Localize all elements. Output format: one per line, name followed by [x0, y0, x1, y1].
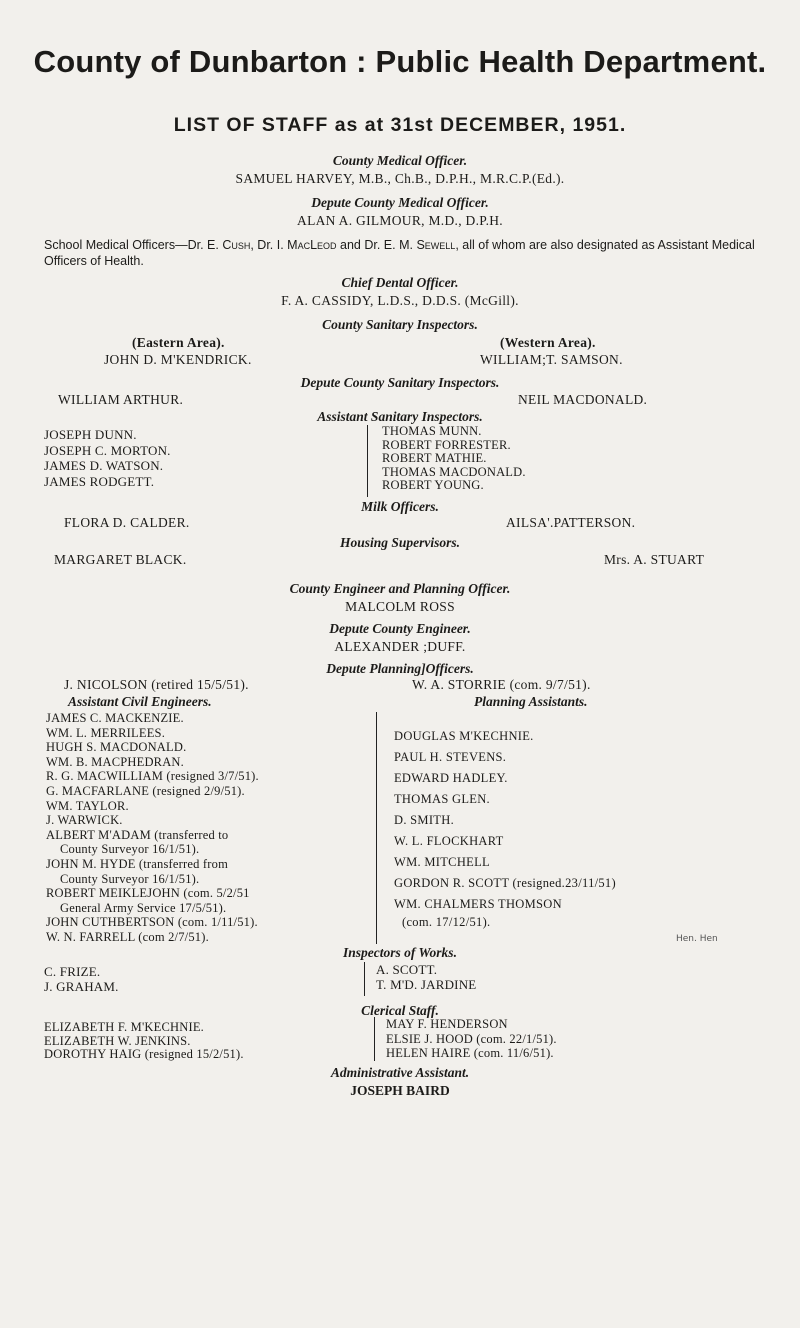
list-item: EDWARD HADLEY. — [394, 771, 508, 785]
list-item: ELSIE J. HOOD (com. 22/1/51). — [386, 1031, 557, 1046]
list-item: HUGH S. MACDONALD. — [46, 740, 187, 755]
list-item: WM. TAYLOR. — [46, 798, 129, 813]
housing-supervisor-left: MARGARET BLACK. — [54, 552, 187, 567]
school-sep-2: and Dr. E. M. — [340, 238, 413, 252]
school-officer-3: Sewell — [416, 238, 456, 252]
sanitary-heading-text: County Sanitary Inspectors. — [322, 317, 478, 332]
housing-supervisor-right: Mrs. A. STUART — [604, 552, 705, 567]
list-item: WM. L. MERRILEES. — [46, 725, 166, 740]
list-item: THOMAS GLEN. — [394, 792, 490, 806]
list-item: ROBERT MATHIE. — [382, 451, 487, 465]
list-item: DOUGLAS M'KECHNIE. — [394, 729, 534, 743]
planning-assistants-list — [394, 726, 616, 929]
dental-name: F. A. CASSIDY, L.D.S., D.D.S. (McGill). — [281, 293, 519, 308]
civil-engineers-heading: Assistant Civil Engineers. — [68, 694, 212, 709]
milk-heading-text: Milk Officers. — [361, 499, 439, 514]
deputy-cmo-section — [0, 194, 800, 230]
list-item: THOMAS MUNN. — [382, 424, 482, 438]
list-item: DOROTHY HAIG (resigned 15/2/51). — [44, 1047, 244, 1061]
list-item: J. WARWICK. — [46, 813, 123, 828]
deputy-sanitary-right: NEIL MACDONALD. — [518, 392, 648, 407]
list-item: JOSEPH C. MORTON. — [44, 442, 171, 458]
engineer-heading: County Engineer and Planning Officer. — [289, 581, 511, 596]
housing-heading — [0, 534, 800, 552]
planning-assistants-heading: Planning Assistants. — [474, 694, 588, 709]
housing-heading-text: Housing Supervisors. — [339, 535, 461, 550]
clerical-heading-text: Clerical Staff. — [361, 1003, 439, 1018]
deputy-sanitary-left: WILLIAM ARTHUR. — [58, 392, 184, 407]
dental-section — [0, 274, 800, 310]
list-item: JAMES C. MACKENZIE. — [46, 711, 184, 725]
deputy-planning-right: W. A. STORRIE (com. 9/7/51). — [412, 677, 591, 692]
clerical-left — [44, 1021, 244, 1062]
sanitary-heading — [0, 316, 800, 334]
clerical-right — [386, 1017, 557, 1061]
deputy-planning-heading-text: Depute Planning]Officers. — [326, 661, 474, 676]
list-item: General Army Service 17/5/51). — [60, 900, 227, 915]
list-item: ELIZABETH F. M'KECHNIE. — [44, 1020, 205, 1034]
eastern-inspector: JOHN D. M'KENDRICK. — [104, 352, 252, 367]
school-prefix: School Medical Officers—Dr. — [44, 238, 204, 252]
deputy-planning-left: J. NICOLSON (retired 15/5/51). — [64, 677, 249, 692]
list-item: ELIZABETH W. JENKINS. — [44, 1033, 191, 1048]
list-item: JOHN M. HYDE (transferred from — [46, 856, 228, 871]
list-title: LIST OF STAFF as at 31st DECEMBER, 1951. — [173, 114, 627, 136]
assistant-sanitary-left-list — [44, 427, 171, 489]
list-item: J. GRAHAM. — [44, 978, 119, 994]
admin-name: JOSEPH BAIRD — [350, 1083, 450, 1098]
list-item: PAUL H. STEVENS. — [394, 750, 507, 764]
list-item: GORDON R. SCOTT (resigned.23/11/51) — [394, 876, 616, 890]
school-suffix: , all of whom are also designated as Assistant Medical Officers of Health. — [44, 238, 755, 268]
cmo-section — [0, 152, 800, 188]
list-item: WM. MITCHELL — [394, 855, 490, 869]
list-item: A. SCOTT. — [376, 962, 438, 977]
cmo-heading: County Medical Officer. — [332, 153, 468, 168]
deputy-sanitary-heading — [0, 374, 800, 392]
handwritten-note: Hen. Hen — [676, 934, 718, 944]
admin-section — [0, 1064, 800, 1100]
inspectors-works-heading-text: Inspectors of Works. — [343, 945, 457, 960]
inspectors-works-right — [376, 963, 476, 992]
list-item: R. G. MACWILLIAM (resigned 3/7/51). — [46, 769, 259, 784]
assistant-sanitary-heading-text: Assistant Sanitary Inspectors. — [317, 409, 483, 424]
school-officer-2: MacLeod — [287, 238, 337, 252]
school-officer-1: E. Cush — [207, 238, 251, 252]
list-item: JAMES D. WATSON. — [44, 458, 164, 473]
eastern-area-label: (Eastern Area). — [132, 335, 225, 350]
deputy-cmo-name: ALAN A. GILMOUR, M.D., D.P.H. — [297, 213, 503, 228]
list-item: ROBERT YOUNG. — [382, 478, 484, 492]
list-item: MAY F. HENDERSON — [386, 1017, 508, 1031]
list-item: WM. B. MACPHEDRAN. — [46, 754, 184, 769]
column-divider — [376, 712, 377, 944]
list-item: ROBERT MEIKLEJOHN (com. 5/2/51 — [46, 886, 250, 901]
list-item: County Surveyor 16/1/51). — [60, 842, 200, 857]
deputy-cmo-heading: Depute County Medical Officer. — [311, 195, 489, 210]
milk-officer-right: AILSA'.PATTERSON. — [506, 515, 636, 530]
engineer-name: MALCOLM ROSS — [345, 599, 455, 614]
column-divider — [367, 425, 368, 497]
list-item: W. L. FLOCKHART — [394, 834, 504, 848]
page-title: County of Dunbarton : Public Health Department. — [33, 44, 767, 79]
dental-heading: Chief Dental Officer. — [341, 275, 459, 290]
list-item: ROBERT FORRESTER. — [382, 437, 511, 452]
list-item: C. FRIZE. — [44, 964, 101, 979]
column-divider — [364, 962, 365, 996]
school-medical-officers — [44, 237, 766, 269]
list-item: WM. CHALMERS THOMSON — [394, 897, 562, 911]
deputy-engineer-heading: Depute County Engineer. — [329, 621, 471, 636]
list-item: T. M'D. JARDINE — [376, 976, 477, 992]
western-area-label: (Western Area). — [500, 335, 596, 350]
deputy-engineer-name: ALEXANDER ;DUFF. — [334, 639, 466, 654]
list-item: JOHN CUTHBERTSON (com. 1/11/51). — [46, 915, 258, 930]
list-item: ALBERT M'ADAM (transferred to — [46, 827, 229, 842]
list-item: D. SMITH. — [394, 813, 454, 827]
list-item: (com. 17/12/51). — [402, 915, 491, 929]
column-divider — [374, 1017, 375, 1061]
assistant-sanitary-right-list — [382, 425, 526, 493]
milk-officer-left: FLORA D. CALDER. — [64, 515, 190, 530]
list-item: County Surveyor 16/1/51). — [60, 871, 200, 886]
admin-heading: Administrative Assistant. — [330, 1065, 470, 1080]
cmo-name: SAMUEL HARVEY, M.B., Ch.B., D.P.H., M.R.C.P.(Ed.). — [235, 171, 565, 186]
list-item: JOSEPH DUNN. — [44, 427, 137, 442]
list-item: G. MACFARLANE (resigned 2/9/51). — [46, 783, 245, 798]
inspectors-works-left — [44, 965, 119, 994]
inspectors-works-heading — [0, 944, 800, 962]
school-sep-1: , Dr. I. — [250, 238, 284, 252]
list-item: THOMAS MACDONALD. — [382, 464, 526, 479]
deputy-engineer-section — [0, 620, 800, 656]
engineer-section — [0, 580, 800, 616]
list-item: JAMES RODGETT. — [44, 473, 155, 489]
deputy-sanitary-heading-text: Depute County Sanitary Inspectors. — [300, 375, 500, 390]
list-item: HELEN HAIRE (com. 11/6/51). — [386, 1046, 554, 1060]
western-inspector: WILLIAM;T. SAMSON. — [480, 352, 623, 367]
civil-engineers-list — [46, 711, 259, 945]
list-item: W. N. FARRELL (com 2/7/51). — [46, 929, 209, 944]
